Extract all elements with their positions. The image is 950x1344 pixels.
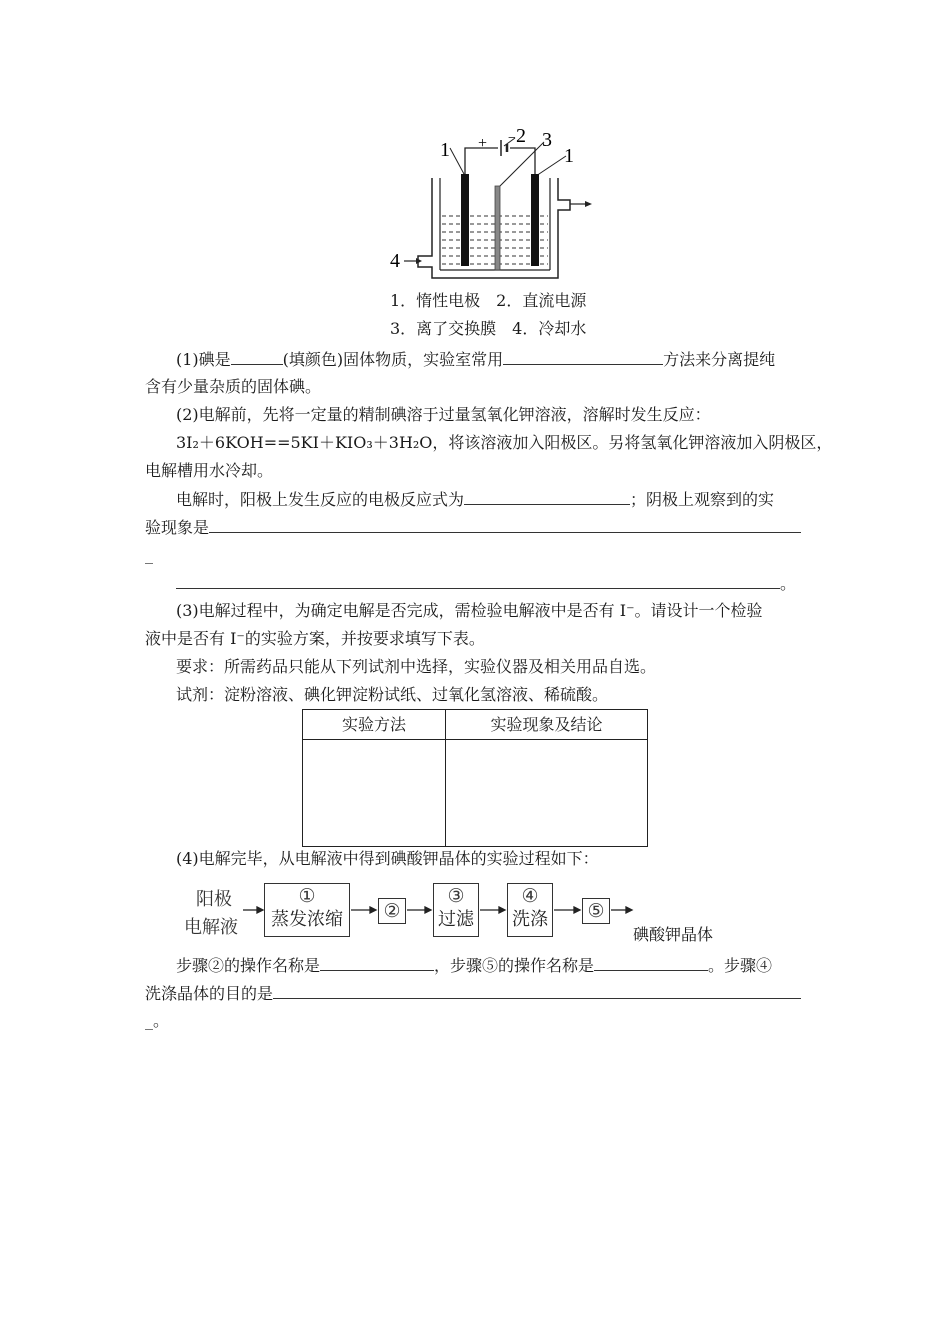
q3-requirement: 要求：所需药品只能从下列试剂中选择，实验仪器及相关用品自选。 bbox=[176, 657, 657, 676]
q4-blank-step5[interactable] bbox=[594, 954, 708, 971]
q2-text-4b: ；阴极上观察到的实 bbox=[630, 490, 775, 509]
flow-start-line1: 阳极 bbox=[196, 889, 232, 910]
q3-reagents: 试剂：淀粉溶液、碘化钾淀粉试纸、过氧化氢溶液、稀硫酸。 bbox=[176, 685, 609, 704]
q2-text-5a: 验现象是 bbox=[145, 518, 210, 537]
table-header-method: 实验方法 bbox=[303, 710, 446, 740]
label-4: 4 bbox=[390, 250, 400, 272]
diagram-caption-line1: 1．惰性电极 2．直流电源 bbox=[390, 291, 587, 310]
flow-step1-name: 蒸发浓缩 bbox=[271, 909, 343, 930]
q1-text-b: (填颜色)固体物质，实验室常用 bbox=[282, 350, 504, 369]
flow-step5-number: ⑤ bbox=[587, 900, 605, 922]
label-1-right: 1 bbox=[564, 145, 574, 167]
q2-text-4a: 电解时，阳极上发生反应的电极反应式为 bbox=[176, 490, 465, 509]
q2-equation: 3I₂＋6KOH==5KI＋KIO₃＋3H₂O，将该溶液加入阳极区。另将氢氧化钾溶液加入阴极区， bbox=[176, 433, 833, 452]
flow-end-product: 碘酸钾晶体 bbox=[633, 925, 714, 944]
q4-text-3a: 洗涤晶体的目的是 bbox=[145, 984, 274, 1003]
q1-text-c: 方法来分离提纯 bbox=[663, 350, 776, 369]
flow-step1-number: ① bbox=[298, 885, 316, 907]
q2-line1: (2)电解前，先将一定量的精制碘溶于过量氢氧化钾溶液，溶解时发生反应： bbox=[176, 405, 711, 424]
q3-line1: (3)电解过程中，为确定电解是否完成，需检验电解液中是否有 I⁻。请设计一个检验 bbox=[176, 601, 763, 620]
flow-step4-number: ④ bbox=[521, 885, 539, 907]
q2-end: 。 bbox=[780, 574, 797, 593]
q1-line2: 含有少量杂质的固体碘。 bbox=[145, 377, 322, 396]
label-1-left: 1 bbox=[440, 139, 450, 161]
q4-line1: (4)电解完毕，从电解液中得到碘酸钾晶体的实验过程如下： bbox=[176, 849, 599, 868]
q4-text-2b: ，步骤⑤的操作名称是 bbox=[434, 956, 595, 975]
label-minus: − bbox=[508, 131, 516, 146]
q4-blank-wash-purpose[interactable] bbox=[273, 982, 801, 999]
q2-line3: 电解槽用水冷却。 bbox=[145, 461, 274, 480]
q1-text-a: (1)碘是 bbox=[176, 350, 231, 369]
q4-text-2c: 。步骤④ bbox=[708, 956, 773, 975]
q4-text-2a: 步骤②的操作名称是 bbox=[176, 956, 321, 975]
label-2: 2 bbox=[516, 128, 526, 147]
q4-line4: _。 bbox=[145, 1011, 170, 1030]
flow-step2-number: ② bbox=[383, 900, 401, 922]
q4-line2 bbox=[176, 954, 772, 977]
q3-line2: 液中是否有 I⁻的实验方案，并按要求填写下表。 bbox=[145, 629, 485, 648]
q2-line6: _ bbox=[145, 545, 153, 564]
label-plus: + bbox=[478, 135, 488, 152]
flow-step3-number: ③ bbox=[447, 885, 465, 907]
q4-blank-step2[interactable] bbox=[320, 954, 434, 971]
flow-start-line2: 电解液 bbox=[184, 917, 238, 938]
flow-step4-name: 洗涤 bbox=[512, 909, 548, 930]
diagram-caption-line2: 3．离了交换膜 4．冷却水 bbox=[390, 319, 587, 338]
label-3: 3 bbox=[542, 129, 552, 151]
flow-step3-name: 过滤 bbox=[438, 909, 474, 930]
q4-line3 bbox=[145, 982, 801, 1005]
table-header-result: 实验现象及结论 bbox=[446, 710, 648, 740]
